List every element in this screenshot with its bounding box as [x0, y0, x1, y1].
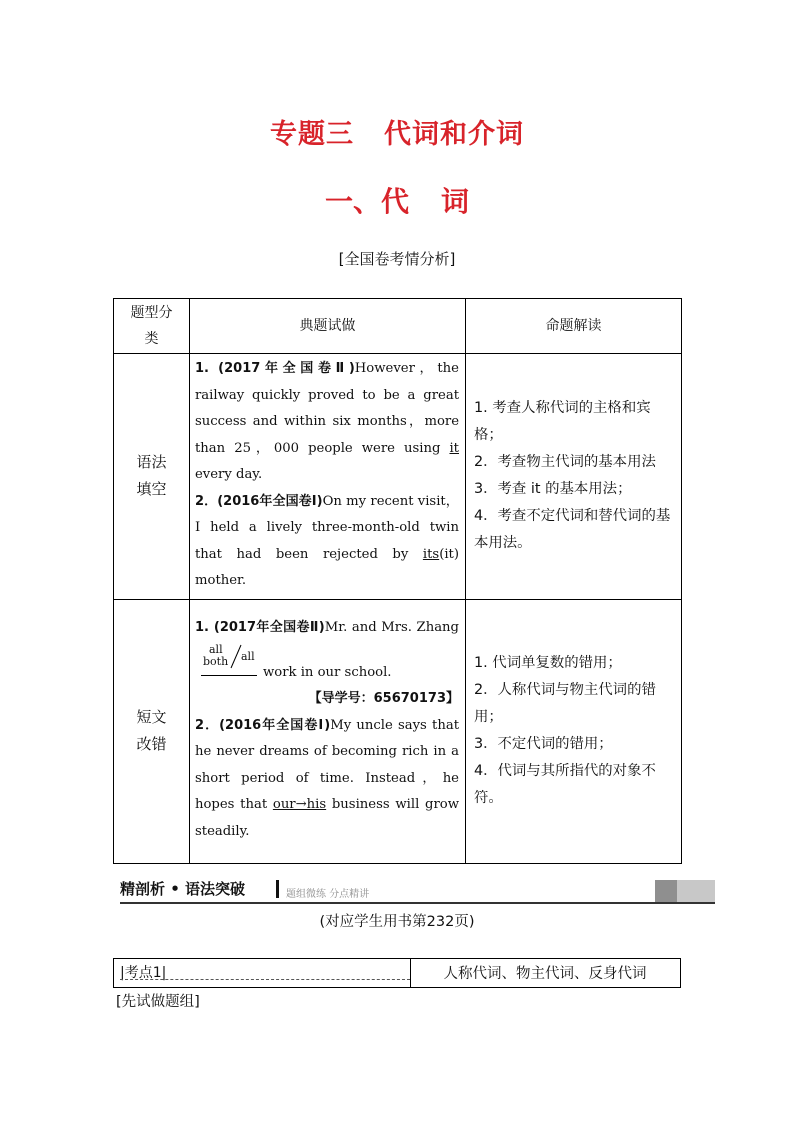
banner-block-light — [677, 880, 715, 902]
reading-item: 4．代词与其所指代的对象不符。 — [474, 763, 656, 806]
section-banner — [120, 876, 715, 904]
key-point-label: |考点1| — [120, 965, 167, 981]
chapter-name: 代词和介词 — [384, 119, 524, 150]
reading-item: 4．考查不定代词和替代词的基本用法。 — [474, 508, 671, 552]
table-header-row — [114, 299, 682, 354]
reading-item: 2．人称代词与物主代词的错用； — [474, 682, 656, 725]
example-text: However，the railway quickly proved to be a great success and within six months，more than 25，000 people were using — [195, 361, 459, 456]
table-row — [114, 599, 682, 863]
strike-slash-icon — [201, 642, 257, 682]
guide-number: 【导学号：65670173】 — [308, 691, 459, 706]
chapter-title — [0, 112, 794, 151]
correction-word: both — [203, 654, 229, 668]
example-source: 2．(2016年全国卷Ⅰ) — [195, 493, 323, 509]
chapter-number: 专题三 — [270, 119, 354, 150]
example-answer: its — [422, 546, 440, 562]
example-2 — [195, 489, 459, 595]
blank-line — [201, 675, 257, 676]
row-type-text: 语法填空 — [136, 453, 167, 499]
banner-subtitle: 题组微练 分点精讲 — [286, 889, 370, 900]
row-type — [114, 354, 190, 600]
banner-block-dark — [655, 880, 677, 902]
correction-mark — [201, 642, 257, 682]
row-reading — [466, 599, 682, 863]
correction-word: all — [209, 642, 223, 656]
correction-word: all — [241, 649, 255, 663]
row-type-text: 短文改错 — [136, 708, 167, 753]
row-type — [114, 599, 190, 863]
example-1 — [195, 356, 459, 489]
section-number: 一、代 — [324, 185, 409, 218]
reading-item: 3．考查 it 的基本用法； — [474, 481, 632, 498]
example-text: On my recent visit，I held a lively three-month-old twin that had been rejected by — [195, 493, 459, 562]
row-reading — [466, 354, 682, 600]
key-point-box — [113, 958, 681, 988]
reading-item: 1. 代词单复数的错用； — [474, 655, 622, 671]
banner-divider — [276, 880, 279, 898]
example-text: (it) mother. — [195, 546, 459, 588]
key-point-title: 人称代词、物主代词、反身代词 — [443, 966, 647, 982]
table-row — [114, 354, 682, 600]
section-name: 词 — [441, 185, 470, 218]
section-title — [0, 180, 794, 220]
row-examples — [190, 599, 466, 863]
example-text: every day. — [195, 467, 263, 482]
reading-item: 2．考查物主代词的基本用法 — [474, 454, 656, 471]
dashed-line — [120, 979, 410, 980]
header-reading: 命题解读 — [466, 299, 682, 354]
banner-title: 精剖析 • 语法突破 — [120, 880, 246, 898]
reading-item: 3．不定代词的错用； — [474, 736, 613, 752]
analysis-label: [全国卷考情分析] — [338, 250, 456, 268]
row-examples — [190, 354, 466, 600]
reading-item: 1. 考查人称代词的主格和宾格； — [474, 400, 651, 444]
example-1 — [195, 615, 459, 686]
example-text: work in our school. — [263, 664, 392, 680]
example-2 — [195, 713, 459, 846]
header-type: 题型分类 — [114, 299, 190, 354]
example-source: 2．(2016年全国卷Ⅰ) — [195, 717, 331, 733]
analysis-table — [113, 298, 682, 864]
example-text: Mr. and Mrs. Zhang — [324, 620, 459, 635]
header-examples: 典题试做 — [190, 299, 466, 354]
example-answer: our→his — [272, 797, 327, 812]
example-text: My uncle says that he never dreams of becoming rich in a short period of time. Instead，he hopes that — [195, 717, 459, 812]
page-reference: (对应学生用书第232页) — [319, 914, 475, 930]
try-group-label: [先试做题组] — [116, 994, 200, 1010]
example-text: business will grow steadily. — [195, 797, 459, 839]
example-source: 1. (2017年全国卷Ⅱ) — [195, 620, 325, 635]
example-answer: it — [449, 440, 459, 456]
example-source: 1. (2017年全国卷Ⅱ) — [195, 361, 355, 376]
